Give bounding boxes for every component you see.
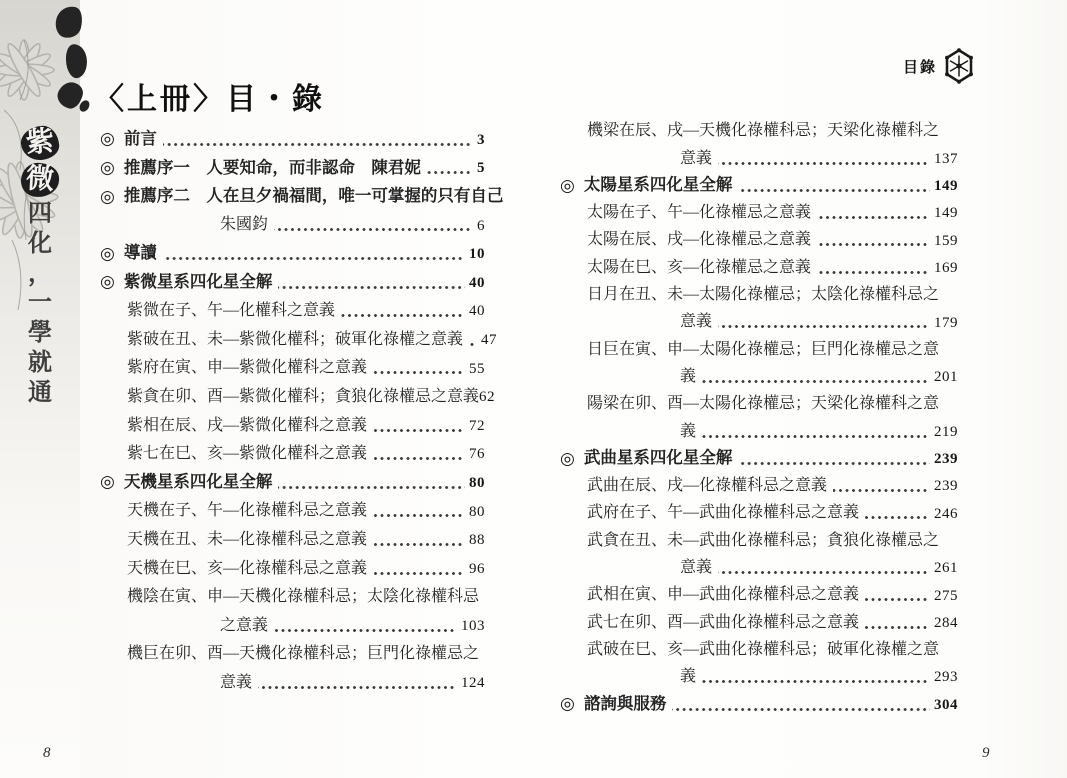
toc-entry <box>560 605 958 632</box>
dot-leader <box>672 708 930 711</box>
dot-leader <box>833 489 930 492</box>
dot-leader <box>373 457 465 460</box>
section-bullet-icon: ◎ <box>100 272 115 292</box>
dot-leader <box>865 516 930 519</box>
toc-entry <box>100 436 485 465</box>
toc-entry-label: 武相在寅、申—武曲化祿權科忌之意義 <box>587 586 860 604</box>
toc-entry-label: 意義 <box>680 313 713 331</box>
dot-leader <box>278 486 465 489</box>
toc-entry <box>560 305 958 332</box>
toc-entry-label: 導讀 <box>123 243 157 263</box>
toc-entry <box>560 551 958 578</box>
toc-entry-label: 太陽在子、午—化祿權忌之意義 <box>587 204 812 222</box>
toc-entry-label: 日巨在寅、申—太陽化祿權忌；巨門化祿權忌之意 <box>587 340 940 358</box>
section-bullet-icon: ◎ <box>100 129 115 149</box>
toc-page-number: 80 <box>469 474 485 491</box>
toc-entry-label: 義 <box>680 367 697 385</box>
dot-leader <box>817 271 930 274</box>
spine-title-char: 四 <box>28 200 52 227</box>
spine-title-char: 通 <box>28 380 52 407</box>
spine-title-char-ink: 微 <box>20 162 60 198</box>
toc-entry <box>100 264 485 293</box>
toc-entry <box>100 378 496 407</box>
dot-leader <box>163 143 473 146</box>
toc-entry <box>560 442 958 469</box>
toc-entry <box>560 633 958 660</box>
toc-entry <box>100 607 485 636</box>
toc-entry-label: 紫微在子、午—化權科之意義 <box>127 302 336 320</box>
toc-entry-label: 朱國鈞 <box>220 216 269 234</box>
toc-entry <box>560 250 958 277</box>
toc-entry <box>560 223 958 250</box>
toc-page-number: 275 <box>934 587 958 604</box>
toc-page-number: 47 <box>481 332 498 348</box>
dot-leader <box>341 314 465 317</box>
toc-entry <box>560 469 958 496</box>
toc-entry <box>560 196 958 223</box>
toc-entry <box>560 141 958 168</box>
toc-entry-label: 太陽在辰、戌—化祿權忌之意義 <box>587 231 812 249</box>
toc-entry-label: 紫七在巳、亥—紫微化權科之意義 <box>127 445 368 463</box>
toc-entry-label: 天機在丑、未—化祿權科忌之意義 <box>127 530 368 548</box>
toc-entry-label: 武曲星系四化星全解 <box>583 448 733 468</box>
toc-entry-label: 前言 <box>123 128 157 148</box>
toc-entry-label: 武府在子、午—武曲化祿權科忌之意義 <box>587 504 860 522</box>
toc-page-number: 169 <box>934 260 958 277</box>
dot-leader <box>163 257 465 260</box>
section-bullet-icon: ◎ <box>100 157 115 177</box>
toc-entry-label: 紫貪在卯、酉—紫微化權科；貪狼化祿權忌之意義 <box>127 387 480 405</box>
toc-entry <box>560 169 958 196</box>
toc-entry <box>100 293 485 322</box>
spine-title-char: 一 <box>28 290 52 317</box>
toc-page-number: 284 <box>934 614 958 631</box>
toc-page-number: 246 <box>934 505 958 522</box>
dot-leader <box>427 171 473 174</box>
toc-entry <box>560 278 958 305</box>
toc-entry <box>100 521 485 550</box>
toc-entry <box>100 550 485 579</box>
dot-leader <box>817 243 930 246</box>
toc-page-number: 219 <box>934 423 958 440</box>
toc-entry-label: 意義 <box>680 149 713 167</box>
toc-entry <box>100 664 485 693</box>
toc-entry-label: 諮詢與服務 <box>583 693 667 713</box>
toc-entry <box>560 496 958 523</box>
toc-page-number: 80 <box>469 503 485 520</box>
dot-leader <box>718 162 930 165</box>
toc-page-number: 88 <box>469 532 485 549</box>
toc-entry-label: 日月在丑、未—太陽化祿權忌；太陰化祿權科忌之 <box>587 286 940 304</box>
section-bullet-icon: ◎ <box>100 472 115 492</box>
dot-leader <box>373 429 465 432</box>
toc-page-number: 261 <box>934 560 958 577</box>
section-bullet-icon: ◎ <box>100 243 115 263</box>
toc-entry-label: 武七在卯、酉—武曲化祿權科忌之意義 <box>587 613 860 631</box>
dot-leader <box>702 435 930 438</box>
toc-entry <box>100 464 485 493</box>
corner-label: 目錄 <box>903 59 938 76</box>
toc-entry-label: 太陽在巳、亥—化祿權忌之意義 <box>587 258 812 276</box>
toc-page-number: 40 <box>469 303 485 320</box>
toc-page-number: 159 <box>934 232 958 249</box>
toc-entry-label: 義 <box>680 422 697 440</box>
toc-page-number: 62 <box>479 389 496 406</box>
toc-entry <box>560 387 958 414</box>
toc-entry-label: 武破在巳、亥—武曲化祿權科忌；破軍化祿權之意 <box>587 640 940 658</box>
toc-entry-label: 之意義 <box>220 616 269 634</box>
toc-title: 〈上冊〉目・錄 <box>94 83 325 116</box>
toc-page-number: 76 <box>469 446 485 463</box>
dot-leader <box>278 286 465 289</box>
toc-entry <box>100 579 485 608</box>
dot-leader <box>865 626 930 629</box>
toc-page-number: 10 <box>469 246 485 263</box>
toc-entry <box>100 150 485 179</box>
toc-entry <box>100 121 485 150</box>
toc-page-number: 137 <box>934 150 958 167</box>
toc-entry <box>560 578 958 605</box>
toc-entry <box>560 332 958 359</box>
toc-entry <box>100 321 498 350</box>
toc-entry <box>560 523 958 550</box>
toc-page-number: 124 <box>461 675 485 692</box>
toc-entry <box>100 350 485 379</box>
toc-entry-label: 天機星系四化星全解 <box>123 472 273 492</box>
page-number-left: 8 <box>43 745 51 761</box>
dot-leader <box>274 228 473 231</box>
section-bullet-icon: ◎ <box>100 186 115 206</box>
book-spine-title <box>16 126 64 407</box>
page-number-right: 9 <box>982 745 990 761</box>
spine-title-char: 學 <box>28 320 52 347</box>
spine-title-char-ink: 紫 <box>20 125 60 162</box>
toc-entry <box>560 114 958 141</box>
dot-leader <box>718 325 930 328</box>
dot-leader <box>373 543 465 546</box>
toc-entry <box>100 493 485 522</box>
dot-leader <box>738 462 930 465</box>
toc-entry <box>100 636 485 665</box>
toc-page-number: 96 <box>469 560 485 577</box>
snowflake-emblem-icon <box>944 48 974 84</box>
toc-entry <box>560 360 958 387</box>
left-decorative-margin <box>0 0 80 778</box>
toc-entry <box>560 414 958 441</box>
toc-right-column <box>560 114 958 715</box>
toc-entry <box>560 687 958 714</box>
toc-page-number: 103 <box>461 617 485 634</box>
toc-page-number: 6 <box>477 217 485 234</box>
toc-page-number: 55 <box>469 360 485 377</box>
toc-entry-label: 意義 <box>680 559 713 577</box>
toc-entry-label: 機梁在辰、戌—天機化祿權科忌；天梁化祿權科之 <box>587 122 940 140</box>
section-bullet-icon: ◎ <box>560 694 575 714</box>
toc-page-number: 149 <box>934 178 958 195</box>
toc-entry <box>100 178 504 207</box>
dot-leader <box>274 629 457 632</box>
toc-entry-label: 機陰在寅、申—天機化祿權科忌；太陰化祿權科忌 <box>127 588 480 606</box>
toc-entry <box>100 235 485 264</box>
spine-title-char: 就 <box>28 350 52 377</box>
toc-entry-label: 武曲在辰、戌—化祿權科忌之意義 <box>587 477 828 495</box>
toc-entry-label: 天機在巳、亥—化祿權科忌之意義 <box>127 559 368 577</box>
toc-page-number: 239 <box>934 478 958 495</box>
toc-left-column <box>100 121 504 693</box>
dot-leader <box>702 380 930 383</box>
toc-page-number: 3 <box>477 131 485 148</box>
toc-entry <box>560 660 958 687</box>
page-corner-header <box>903 48 974 84</box>
dot-leader <box>817 216 930 219</box>
toc-page-number: 179 <box>934 314 958 331</box>
toc-entry-label: 紫微星系四化星全解 <box>123 271 273 291</box>
dot-leader <box>738 189 930 192</box>
dot-leader <box>702 680 930 683</box>
spine-title-char: 化 <box>28 230 52 257</box>
toc-page-number: 5 <box>477 160 485 177</box>
toc-entry-label: 推薦序二 人在旦夕禍福間，唯一可掌握的只有自己 <box>123 186 504 206</box>
toc-entry <box>100 407 485 436</box>
toc-entry-label: 推薦序一 人要知命，而非認命 陳君妮 <box>123 157 421 177</box>
toc-page-number: 40 <box>469 274 485 291</box>
dot-leader <box>718 571 930 574</box>
toc-page-number: 304 <box>934 696 958 713</box>
dot-leader <box>373 371 465 374</box>
toc-page-number: 239 <box>934 451 958 468</box>
section-bullet-icon: ◎ <box>560 448 575 468</box>
section-bullet-icon: ◎ <box>560 175 575 195</box>
toc-entry-label: 陽梁在卯、酉—太陽化祿權忌；天梁化祿權科之意 <box>587 395 940 413</box>
toc-entry-label: 紫府在寅、申—紫微化權科之意義 <box>127 359 368 377</box>
spine-title-char: ， <box>28 260 52 287</box>
toc-entry-label: 天機在子、午—化祿權科忌之意義 <box>127 502 368 520</box>
dot-leader <box>865 598 930 601</box>
dot-leader <box>258 686 457 689</box>
toc-entry-label: 意義 <box>220 673 253 691</box>
toc-page-number: 293 <box>934 669 958 686</box>
toc-entry-label: 太陽星系四化星全解 <box>583 175 733 195</box>
toc-page-number: 149 <box>934 205 958 222</box>
toc-entry-label: 紫破在丑、未—紫微化權科；破軍化祿權之意義 <box>127 330 464 348</box>
dot-leader <box>373 572 465 575</box>
toc-entry-label: 機巨在卯、酉—天機化祿權科忌；巨門化祿權忌之 <box>127 645 480 663</box>
toc-entry-label: 紫相在辰、戌—紫微化權科之意義 <box>127 416 368 434</box>
dot-leader <box>469 343 477 346</box>
toc-entry <box>100 207 485 236</box>
toc-entry-label: 義 <box>680 668 697 686</box>
toc-page-number: 72 <box>469 417 485 434</box>
dot-leader <box>373 514 465 517</box>
toc-entry-label: 武貪在丑、未—武曲化祿權科忌；貪狼化祿權忌之 <box>587 531 940 549</box>
toc-page-number: 201 <box>934 369 958 386</box>
